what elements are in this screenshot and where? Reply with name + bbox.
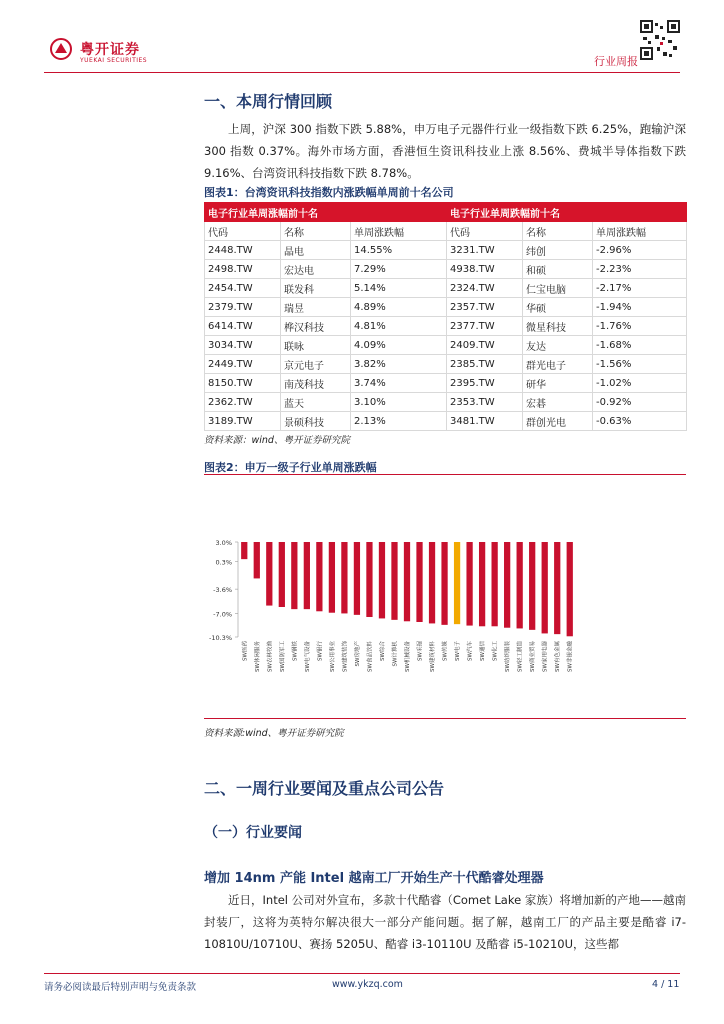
x-category-label: SW商业贸易	[530, 641, 537, 672]
group-header-gainers: 电子行业单周涨幅前十名	[205, 203, 447, 222]
table-cell: 友达	[523, 336, 593, 355]
bar-SW建筑装饰	[341, 542, 347, 613]
section1-title: 一、本周行情回顾	[204, 92, 333, 111]
table-row	[205, 241, 687, 260]
news-headline: 增加 14nm 产能 Intel 越南工厂开始生产十代酷睿处理器	[204, 871, 544, 886]
table1-title: 图表1：台湾资讯科技指数内涨跌幅单周前十名公司	[204, 186, 454, 199]
table-cell: 蓝天	[281, 393, 351, 412]
section2-subtitle: （一）行业要闻	[204, 825, 302, 841]
table-cell: 2377.TW	[447, 317, 523, 336]
bar-SW公用事业	[329, 542, 335, 613]
x-category-label: SW国防军工	[279, 641, 286, 672]
table-cell: -1.68%	[593, 336, 687, 355]
table-cell: 4.89%	[351, 298, 447, 317]
table-cell: 群光电子	[523, 355, 593, 374]
x-category-label: SW食品饮料	[367, 641, 374, 672]
bar-SW轻工制造	[517, 542, 523, 628]
table-cell: 景硕科技	[281, 412, 351, 431]
table-cell: 2357.TW	[447, 298, 523, 317]
x-category-label: SW公用事业	[329, 641, 336, 672]
x-category-label: SW休闲服务	[254, 641, 261, 672]
x-category-label: SW医药	[242, 641, 249, 661]
x-category-label: SW汽车	[467, 641, 474, 661]
figure2-source: 资料来源:wind、粤开证券研究院	[204, 728, 344, 739]
table-row	[205, 412, 687, 431]
x-category-label: SW通信	[480, 641, 487, 661]
table-cell: 2449.TW	[205, 355, 281, 374]
bar-SW计算机	[391, 542, 397, 620]
table-row	[205, 355, 687, 374]
x-category-label: SW机械设备	[405, 641, 411, 672]
table-row	[205, 374, 687, 393]
bar-SW电子	[454, 542, 460, 624]
table-cell: -1.94%	[593, 298, 687, 317]
bar-SW银行	[316, 542, 322, 611]
table-cell: 宏碁	[523, 393, 593, 412]
y-tick-label: 0.3%	[215, 558, 232, 567]
table-cell: -1.02%	[593, 374, 687, 393]
table-cell: 3.82%	[351, 355, 447, 374]
industry-weekly-change-chart	[204, 530, 584, 690]
footer-divider	[44, 973, 680, 974]
table-cell: 3189.TW	[205, 412, 281, 431]
table-cell: -2.17%	[593, 279, 687, 298]
table-cell: 3034.TW	[205, 336, 281, 355]
footer-disclaimer: 请务必阅读最后特别声明与免责条款	[44, 982, 197, 993]
x-category-label: SW电气设备	[304, 641, 311, 672]
x-category-label: SW有色金属	[555, 641, 562, 672]
table-cell: 2353.TW	[447, 393, 523, 412]
table-cell: 4.81%	[351, 317, 447, 336]
table-cell: 14.55%	[351, 241, 447, 260]
figure2-top-rule	[204, 474, 686, 475]
table-cell: 桦汉科技	[281, 317, 351, 336]
table-cell: 2498.TW	[205, 260, 281, 279]
section1-paragraph: 上周，沪深 300 指数下跌 5.88%，申万电子元器件行业一级指数下跌 6.25%，跑输沪深 300 指数 0.37%。海外市场方面，香港恒生资讯科技业上涨 8.56%、费城半导体指数下跌 9.16%、台湾资讯科技指数下跌 8.78%。	[204, 122, 686, 180]
table-cell: 2324.TW	[447, 279, 523, 298]
table-cell: 群创光电	[523, 412, 593, 431]
bar-SW采掘	[416, 542, 422, 622]
bar-SW医药	[241, 542, 247, 559]
y-tick-label: -3.6%	[213, 586, 232, 595]
x-category-label: SW非银金融	[567, 641, 574, 672]
bar-SW钢铁	[291, 542, 297, 609]
column-header: 单周涨跌幅	[351, 222, 447, 241]
table-cell: 2454.TW	[205, 279, 281, 298]
table-column-header	[205, 222, 687, 241]
x-category-label: SW钢铁	[292, 641, 299, 661]
table-cell: -0.92%	[593, 393, 687, 412]
column-header: 名称	[281, 222, 351, 241]
table-cell: 3481.TW	[447, 412, 523, 431]
x-category-label: SW传媒	[442, 641, 449, 661]
x-category-label: SW综合	[379, 641, 386, 661]
table-cell: -1.76%	[593, 317, 687, 336]
table-cell: 宏达电	[281, 260, 351, 279]
bar-SW休闲服务	[254, 542, 260, 578]
bar-SW建筑材料	[429, 542, 435, 623]
x-category-label: SW家用电器	[542, 641, 549, 672]
table-row	[205, 393, 687, 412]
bar-SW商业贸易	[529, 542, 535, 630]
figure2-title: 图表2：申万一级子行业单周涨跌幅	[204, 461, 377, 474]
table-cell: 2448.TW	[205, 241, 281, 260]
table-cell: 5.14%	[351, 279, 447, 298]
bar-SW国防军工	[279, 542, 285, 607]
x-category-label: SW计算机	[392, 641, 399, 667]
table-cell: 4.09%	[351, 336, 447, 355]
table-cell: 2362.TW	[205, 393, 281, 412]
column-header: 代码	[205, 222, 281, 241]
bar-SW综合	[379, 542, 385, 618]
logo-english-text: YUEKAI SECURITIES	[80, 57, 148, 64]
bar-SW食品饮料	[366, 542, 372, 617]
table-cell: 2385.TW	[447, 355, 523, 374]
table-row	[205, 317, 687, 336]
table-group-header	[205, 203, 687, 222]
bar-SW非银金融	[567, 542, 573, 636]
taiwan-top10-table	[204, 202, 687, 431]
table1-source: 资料来源：wind、粤开证券研究院	[204, 435, 350, 446]
column-header: 代码	[447, 222, 523, 241]
yuekai-logo-icon	[50, 38, 72, 60]
table-row	[205, 336, 687, 355]
table-cell: 3.10%	[351, 393, 447, 412]
bar-SW家用电器	[542, 542, 548, 633]
bar-SW纺织服装	[504, 542, 510, 628]
bar-SW农林牧渔	[266, 542, 272, 606]
bar-SW传媒	[441, 542, 447, 625]
footer-website-link[interactable]: www.ykzq.com	[332, 979, 403, 990]
table-cell: 南茂科技	[281, 374, 351, 393]
table-cell: 京元电子	[281, 355, 351, 374]
table-cell: 7.29%	[351, 260, 447, 279]
table-cell: 2409.TW	[447, 336, 523, 355]
table-row	[205, 298, 687, 317]
report-type-label: 行业周报	[594, 55, 638, 68]
table-cell: 纬创	[523, 241, 593, 260]
table-cell: 2.13%	[351, 412, 447, 431]
x-category-label: SW化工	[492, 641, 499, 661]
table-cell: 3.74%	[351, 374, 447, 393]
table-cell: 研华	[523, 374, 593, 393]
header-divider	[44, 72, 680, 73]
x-category-label: SW纺织服装	[505, 641, 512, 672]
y-tick-label: -10.3%	[209, 634, 232, 642]
x-category-label: SW电子	[455, 641, 462, 661]
table-cell: 微星科技	[523, 317, 593, 336]
table-cell: 3231.TW	[447, 241, 523, 260]
column-header: 名称	[523, 222, 593, 241]
table-cell: 8150.TW	[205, 374, 281, 393]
x-category-label: SW采掘	[417, 641, 424, 661]
x-category-label: SW银行	[317, 641, 324, 661]
table-cell: 晶电	[281, 241, 351, 260]
x-category-label: SW房地产	[354, 641, 361, 667]
table-cell: 瑞昱	[281, 298, 351, 317]
table-cell: 4938.TW	[447, 260, 523, 279]
table-cell: 6414.TW	[205, 317, 281, 336]
bar-SW房地产	[354, 542, 360, 615]
table-cell: -0.63%	[593, 412, 687, 431]
qr-code-icon	[640, 20, 680, 60]
table-cell: 2379.TW	[205, 298, 281, 317]
y-tick-label: 3.0%	[215, 539, 232, 547]
column-header: 单周涨跌幅	[593, 222, 687, 241]
table-cell: 联发科	[281, 279, 351, 298]
table-cell: 仁宝电脑	[523, 279, 593, 298]
x-category-label: SW农林牧渔	[267, 641, 274, 672]
footer-page-number: 4 / 11	[652, 979, 680, 990]
table-row	[205, 260, 687, 279]
x-category-label: SW建筑装饰	[342, 641, 349, 672]
news-body: 近日，Intel 公司对外宣布，多款十代酷睿（Comet Lake 家族）将增加新的产地——越南封装厂，这将为英特尔解决很大一部分产能问题。据了解，越南工厂的产品主要是酷睿 i7-10810U/10710U、赛扬 5205U、酷睿 i3-10110U 及酷睿 i5-10210U，这些都	[204, 893, 686, 951]
bar-SW机械设备	[404, 542, 410, 621]
x-category-label: SW轻工制造	[517, 641, 524, 672]
table-cell: 2395.TW	[447, 374, 523, 393]
bar-SW通信	[479, 542, 485, 626]
group-header-losers: 电子行业单周跌幅前十名	[447, 203, 687, 222]
logo-text: 粤开证券	[80, 42, 140, 58]
table-cell: -1.56%	[593, 355, 687, 374]
figure2-bottom-rule	[204, 718, 686, 719]
bar-SW化工	[492, 542, 498, 626]
table-cell: -2.23%	[593, 260, 687, 279]
x-category-label: SW建筑材料	[430, 641, 437, 672]
table-cell: 和硕	[523, 260, 593, 279]
table-row	[205, 279, 687, 298]
y-tick-label: -7.0%	[213, 610, 232, 619]
table-cell: 联咏	[281, 336, 351, 355]
bar-SW有色金属	[554, 542, 560, 634]
table-cell: -2.96%	[593, 241, 687, 260]
bar-SW电气设备	[304, 542, 310, 609]
bar-SW汽车	[466, 542, 472, 626]
section2-title: 二、一周行业要闻及重点公司公告	[204, 779, 445, 798]
table-cell: 华硕	[523, 298, 593, 317]
